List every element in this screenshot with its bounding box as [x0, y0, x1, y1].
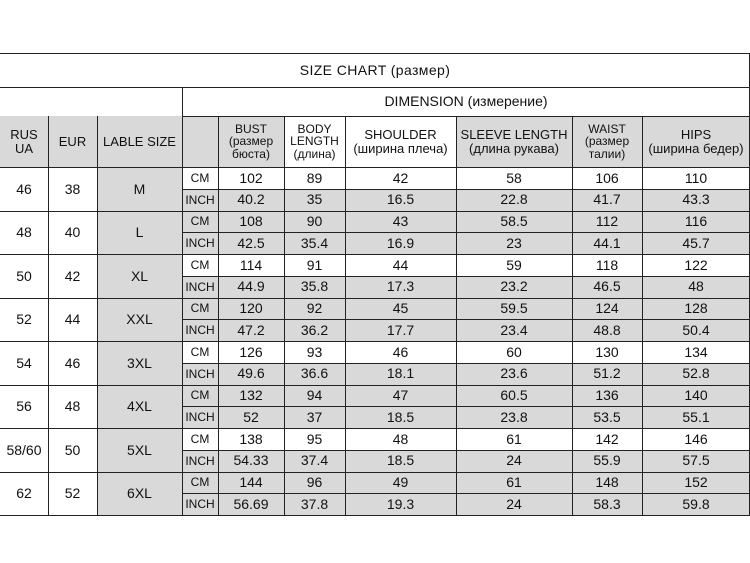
- value-cm: 59: [506, 256, 522, 273]
- value-inch: 23.4: [456, 319, 572, 341]
- value-inch: 51.2: [572, 363, 642, 385]
- value-cm: 120: [218, 298, 284, 320]
- waist-header: WAIST (размер талии): [572, 116, 642, 167]
- rus-size: 48: [16, 224, 32, 241]
- value-inch: 18.1: [345, 363, 456, 385]
- rule-title-bottom: [0, 87, 750, 88]
- rule-row: [0, 472, 750, 473]
- rule-sub-row: [182, 406, 750, 407]
- label-size-header: LABLE SIZE: [97, 116, 182, 167]
- body-length-header: BODY LENGTH (длина): [290, 122, 339, 161]
- rule-sub-row: [182, 232, 750, 233]
- value-inch: 49.6: [218, 363, 284, 385]
- unit-inch: INCH: [182, 189, 218, 211]
- value-cm: 114: [239, 256, 263, 273]
- value-cm: 45: [345, 298, 456, 320]
- value-cm: 95: [306, 430, 323, 447]
- rule-row: [0, 515, 750, 516]
- value-cm: 42: [392, 169, 409, 186]
- value-cm: 58: [506, 169, 522, 186]
- unit-inch: INCH: [182, 450, 218, 472]
- value-inch: 17.7: [345, 319, 456, 341]
- value-cm: 60: [506, 343, 522, 360]
- value-cm: 152: [642, 472, 750, 494]
- rus-size: 62: [16, 485, 32, 502]
- label-size: M: [97, 167, 182, 211]
- value-inch: 35: [284, 189, 345, 211]
- value-inch: 47.2: [218, 319, 284, 341]
- value-inch: 59.8: [642, 493, 750, 515]
- value-inch: 36.6: [284, 363, 345, 385]
- value-inch: 43.3: [642, 189, 750, 211]
- rule-sub-row: [182, 450, 750, 451]
- label-size: 3XL: [97, 341, 182, 385]
- rule-col: [182, 87, 183, 515]
- value-inch: 54.33: [218, 450, 284, 472]
- value-cm: 144: [218, 472, 284, 494]
- bust-header: BUST (размер бюста): [218, 116, 284, 167]
- eur-size: 50: [64, 441, 81, 458]
- unit-inch: INCH: [182, 493, 218, 515]
- value-cm: 102: [239, 169, 263, 186]
- rus-size: 54: [16, 354, 32, 371]
- shoulder-header: SHOULDER (ширина плеча): [353, 127, 448, 156]
- rule-col: [456, 116, 457, 515]
- value-inch: 55.1: [642, 406, 750, 428]
- eur-size: 52: [64, 485, 81, 502]
- value-inch: 40.2: [218, 189, 284, 211]
- value-inch: 52: [218, 406, 284, 428]
- value-cm: 118: [595, 256, 619, 273]
- value-cm: 148: [572, 472, 642, 494]
- value-cm: 126: [239, 343, 263, 360]
- rule-sub-row: [182, 189, 750, 190]
- value-inch: 50.4: [642, 319, 750, 341]
- rus-size: 46: [16, 180, 32, 197]
- value-inch: 23.8: [456, 406, 572, 428]
- rule-sub-row: [182, 319, 750, 320]
- unit-cm: CM: [182, 211, 218, 233]
- label-size: L: [97, 211, 182, 255]
- label-size: 5XL: [97, 428, 182, 472]
- rule-row: [0, 385, 750, 386]
- value-cm: 110: [684, 169, 708, 186]
- rule-row: [0, 298, 750, 299]
- sleeve-length-header: SLEEVE LENGTH (длина рукава): [456, 116, 572, 167]
- label-size: 4XL: [97, 385, 182, 429]
- rus-size: 50: [16, 267, 32, 284]
- unit-cm: CM: [190, 170, 210, 185]
- value-inch: 57.5: [642, 450, 750, 472]
- unit-cm: CM: [190, 431, 210, 446]
- eur-header: EUR: [48, 116, 97, 167]
- rule-row: [0, 254, 750, 255]
- value-cm: 116: [642, 211, 750, 233]
- value-cm: 90: [284, 211, 345, 233]
- rule-col: [97, 116, 98, 515]
- unit-inch: INCH: [182, 319, 218, 341]
- value-inch: 23: [456, 232, 572, 254]
- value-inch: 42.5: [218, 232, 284, 254]
- value-inch: 48.8: [572, 319, 642, 341]
- rule-top: [0, 53, 750, 54]
- value-cm: 136: [572, 385, 642, 407]
- value-inch: 23.2: [456, 276, 572, 298]
- value-inch: 37.8: [284, 493, 345, 515]
- value-cm: 48: [392, 430, 409, 447]
- value-inch: 23.6: [456, 363, 572, 385]
- unit-inch: INCH: [182, 406, 218, 428]
- eur-size: 48: [64, 398, 81, 415]
- value-inch: 24: [456, 450, 572, 472]
- value-cm: 140: [642, 385, 750, 407]
- value-cm: 46: [392, 343, 409, 360]
- value-cm: 60.5: [456, 385, 572, 407]
- value-inch: 44.1: [572, 232, 642, 254]
- value-inch: 18.5: [345, 406, 456, 428]
- dimension-title: DIMENSION (измерение): [384, 93, 548, 110]
- value-cm: 134: [684, 343, 708, 360]
- rus-size: 56: [16, 398, 32, 415]
- value-cm: 47: [345, 385, 456, 407]
- value-inch: 19.3: [345, 493, 456, 515]
- unit-inch: INCH: [182, 363, 218, 385]
- value-cm: 92: [284, 298, 345, 320]
- value-inch: 55.9: [572, 450, 642, 472]
- rule-dimension-bottom: [182, 116, 750, 117]
- eur-size: 38: [64, 180, 81, 197]
- value-inch: 46.5: [572, 276, 642, 298]
- rule-row: [0, 341, 750, 342]
- size-chart: [0, 53, 750, 514]
- unit-header: [182, 116, 218, 167]
- value-cm: 58.5: [456, 211, 572, 233]
- value-cm: 130: [595, 343, 619, 360]
- value-inch: 37.4: [284, 450, 345, 472]
- rule-sub-row: [182, 276, 750, 277]
- value-cm: 146: [684, 430, 708, 447]
- value-cm: 122: [684, 256, 708, 273]
- value-inch: 37: [284, 406, 345, 428]
- chart-title: SIZE CHART (размер): [299, 61, 451, 78]
- value-cm: 49: [345, 472, 456, 494]
- unit-cm: CM: [182, 298, 218, 320]
- unit-inch: INCH: [182, 232, 218, 254]
- value-cm: 124: [572, 298, 642, 320]
- unit-inch: INCH: [182, 276, 218, 298]
- value-inch: 36.2: [284, 319, 345, 341]
- value-cm: 108: [218, 211, 284, 233]
- rule-sub-row: [182, 493, 750, 494]
- value-cm: 61: [456, 472, 572, 494]
- unit-cm: CM: [190, 257, 210, 272]
- value-inch: 52.8: [642, 363, 750, 385]
- rule-header-bottom: [0, 167, 750, 168]
- value-cm: 106: [595, 169, 619, 186]
- eur-size: 42: [64, 267, 81, 284]
- value-inch: 17.3: [345, 276, 456, 298]
- value-cm: 44: [392, 256, 409, 273]
- hips-header: HIPS (ширина бедер): [642, 116, 750, 167]
- value-inch: 48: [642, 276, 750, 298]
- value-inch: 35.8: [284, 276, 345, 298]
- rule-row: [0, 428, 750, 429]
- value-inch: 53.5: [572, 406, 642, 428]
- unit-cm: CM: [190, 344, 210, 359]
- value-cm: 89: [306, 169, 323, 186]
- label-size: XL: [97, 254, 182, 298]
- value-inch: 44.9: [218, 276, 284, 298]
- eur-size: 44: [64, 311, 81, 328]
- rule-col: [218, 116, 219, 515]
- value-cm: 112: [572, 211, 642, 233]
- value-inch: 35.4: [284, 232, 345, 254]
- value-inch: 56.69: [218, 493, 284, 515]
- eur-size: 46: [64, 354, 81, 371]
- value-inch: 45.7: [642, 232, 750, 254]
- rus-size: 52: [16, 311, 32, 328]
- value-cm: 91: [306, 256, 323, 273]
- value-cm: 132: [218, 385, 284, 407]
- value-cm: 59.5: [456, 298, 572, 320]
- rule-row: [0, 211, 750, 212]
- rule-col: [345, 116, 346, 515]
- unit-cm: CM: [182, 385, 218, 407]
- value-inch: 16.9: [345, 232, 456, 254]
- rule-col: [284, 116, 285, 515]
- label-size: 6XL: [97, 472, 182, 516]
- rus-header: RUS UA: [0, 116, 48, 167]
- value-cm: 61: [506, 430, 522, 447]
- rule-sub-row: [182, 363, 750, 364]
- value-cm: 93: [306, 343, 323, 360]
- value-cm: 96: [284, 472, 345, 494]
- value-inch: 24: [456, 493, 572, 515]
- value-inch: 16.5: [345, 189, 456, 211]
- rule-col: [572, 116, 573, 515]
- value-cm: 142: [595, 430, 619, 447]
- value-inch: 41.7: [572, 189, 642, 211]
- eur-size: 40: [64, 224, 81, 241]
- value-cm: 43: [345, 211, 456, 233]
- value-inch: 22.8: [456, 189, 572, 211]
- value-inch: 18.5: [345, 450, 456, 472]
- value-inch: 58.3: [572, 493, 642, 515]
- value-cm: 128: [642, 298, 750, 320]
- value-cm: 138: [239, 430, 263, 447]
- unit-cm: CM: [182, 472, 218, 494]
- label-size: XXL: [97, 298, 182, 342]
- rule-col: [48, 116, 49, 515]
- rule-col: [642, 116, 643, 515]
- rus-size: 58/60: [6, 441, 42, 458]
- value-cm: 94: [284, 385, 345, 407]
